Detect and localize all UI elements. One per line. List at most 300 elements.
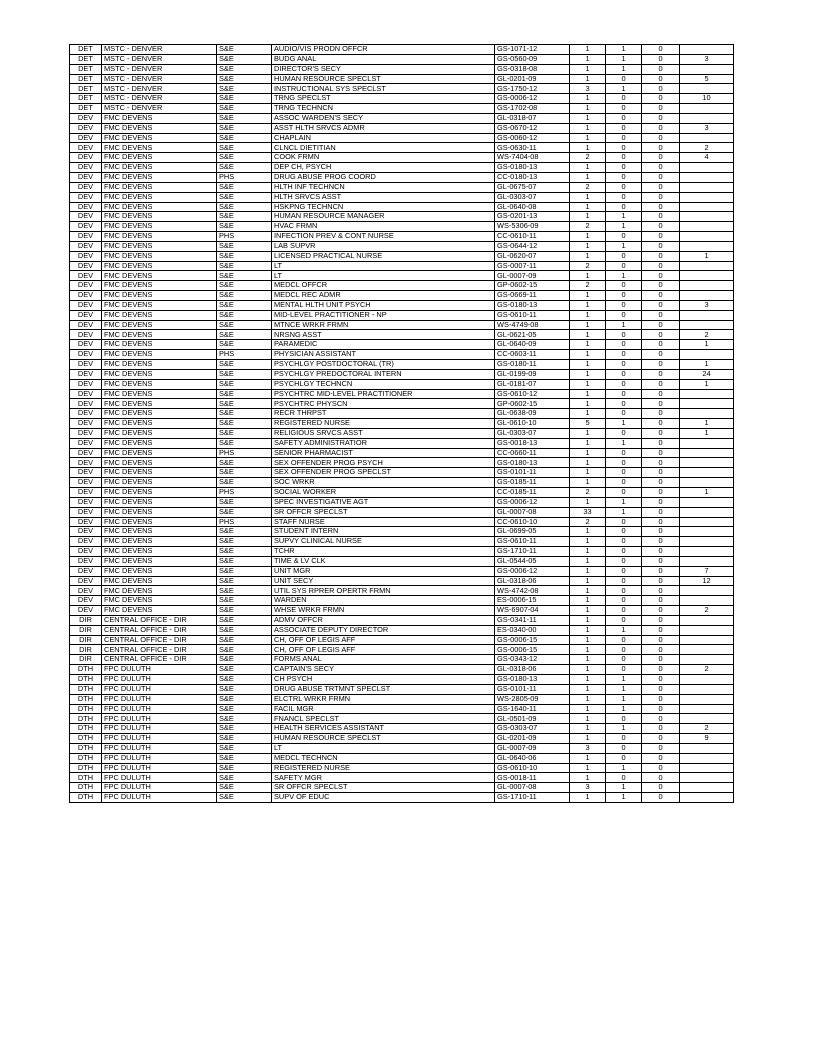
facility-cell: CENTRAL OFFICE - DIR (102, 655, 217, 665)
count-cell: 1 (570, 94, 606, 104)
code-cell: DEV (70, 527, 102, 537)
count-cell: 1 (570, 300, 606, 310)
facility-cell: FMC DEVENS (102, 163, 217, 173)
grade-cell: WS-4742-08 (495, 586, 570, 596)
zero-cell: 0 (642, 537, 680, 547)
facility-cell: FPC DULUTH (102, 753, 217, 763)
count-cell: 1 (570, 172, 606, 182)
vacant-cell: 0 (606, 192, 642, 202)
fund-cell: PHS (217, 448, 272, 458)
code-cell: DEV (70, 379, 102, 389)
code-cell: DTH (70, 684, 102, 694)
count-cell: 1 (570, 163, 606, 173)
fund-cell: S&E (217, 468, 272, 478)
grade-cell: GL-0620-07 (495, 251, 570, 261)
vacant-cell: 0 (606, 123, 642, 133)
grade-cell: GL-0318-07 (495, 113, 570, 123)
vacant-cell: 1 (606, 694, 642, 704)
title-cell: WARDEN (272, 596, 495, 606)
vacant-cell: 1 (606, 320, 642, 330)
count-cell: 1 (570, 694, 606, 704)
zero-cell: 0 (642, 330, 680, 340)
grade-cell: GS-0006-15 (495, 635, 570, 645)
fund-cell: S&E (217, 625, 272, 635)
count-cell: 3 (570, 743, 606, 753)
fund-cell: S&E (217, 714, 272, 724)
fund-cell: S&E (217, 655, 272, 665)
table-row (70, 684, 734, 694)
table-row (70, 566, 734, 576)
extra-cell (680, 163, 734, 173)
facility-cell: FPC DULUTH (102, 743, 217, 753)
extra-cell: 2 (680, 665, 734, 675)
facility-cell: FMC DEVENS (102, 369, 217, 379)
fund-cell: S&E (217, 84, 272, 94)
vacant-cell: 0 (606, 734, 642, 744)
zero-cell: 0 (642, 527, 680, 537)
extra-cell (680, 261, 734, 271)
vacant-cell: 1 (606, 625, 642, 635)
table-row (70, 74, 734, 84)
count-cell: 1 (570, 320, 606, 330)
title-cell: PSYCHLGY TECHNCN (272, 379, 495, 389)
extra-cell (680, 527, 734, 537)
zero-cell: 0 (642, 793, 680, 803)
facility-cell: CENTRAL OFFICE - DIR (102, 615, 217, 625)
fund-cell: S&E (217, 241, 272, 251)
fund-cell: S&E (217, 743, 272, 753)
extra-cell (680, 45, 734, 55)
code-cell: DIR (70, 635, 102, 645)
vacant-cell: 0 (606, 281, 642, 291)
extra-cell (680, 556, 734, 566)
extra-cell (680, 635, 734, 645)
zero-cell: 0 (642, 763, 680, 773)
facility-cell: FMC DEVENS (102, 261, 217, 271)
grade-cell: GS-1710-11 (495, 547, 570, 557)
vacant-cell: 0 (606, 172, 642, 182)
grade-cell: WS-5306-09 (495, 222, 570, 232)
code-cell: DEV (70, 497, 102, 507)
zero-cell: 0 (642, 143, 680, 153)
facility-cell: FMC DEVENS (102, 419, 217, 429)
facility-cell: FMC DEVENS (102, 606, 217, 616)
extra-cell (680, 684, 734, 694)
extra-cell (680, 694, 734, 704)
zero-cell: 0 (642, 547, 680, 557)
vacant-cell: 0 (606, 448, 642, 458)
count-cell: 1 (570, 212, 606, 222)
table-row (70, 291, 734, 301)
zero-cell: 0 (642, 645, 680, 655)
table-row (70, 409, 734, 419)
code-cell: DEV (70, 438, 102, 448)
title-cell: HLTH INF TECHNCN (272, 182, 495, 192)
table-row (70, 360, 734, 370)
facility-cell: FMC DEVENS (102, 497, 217, 507)
zero-cell: 0 (642, 163, 680, 173)
facility-cell: FMC DEVENS (102, 300, 217, 310)
extra-cell (680, 350, 734, 360)
table-row (70, 300, 734, 310)
code-cell: DEV (70, 320, 102, 330)
table-row (70, 645, 734, 655)
vacant-cell: 0 (606, 360, 642, 370)
extra-cell: 7 (680, 566, 734, 576)
vacant-cell: 0 (606, 566, 642, 576)
grade-cell: GS-0185-11 (495, 478, 570, 488)
facility-cell: FMC DEVENS (102, 192, 217, 202)
code-cell: DEV (70, 330, 102, 340)
facility-cell: FMC DEVENS (102, 291, 217, 301)
count-cell: 1 (570, 675, 606, 685)
zero-cell: 0 (642, 172, 680, 182)
facility-cell: FMC DEVENS (102, 330, 217, 340)
table-row (70, 507, 734, 517)
vacant-cell: 0 (606, 330, 642, 340)
extra-cell: 1 (680, 379, 734, 389)
extra-cell (680, 222, 734, 232)
fund-cell: S&E (217, 586, 272, 596)
facility-cell: MSTC - DENVER (102, 94, 217, 104)
table-row (70, 783, 734, 793)
grade-cell: GL-0638-09 (495, 409, 570, 419)
fund-cell: S&E (217, 556, 272, 566)
title-cell: PSYCHLGY PREDOCTORAL INTERN (272, 369, 495, 379)
count-cell: 1 (570, 438, 606, 448)
facility-cell: FMC DEVENS (102, 379, 217, 389)
facility-cell: FMC DEVENS (102, 537, 217, 547)
extra-cell (680, 773, 734, 783)
table-row (70, 94, 734, 104)
table-row (70, 123, 734, 133)
title-cell: PSYCHTRC PHYSCN (272, 399, 495, 409)
vacant-cell: 1 (606, 241, 642, 251)
facility-cell: FMC DEVENS (102, 468, 217, 478)
table-row (70, 172, 734, 182)
vacant-cell: 0 (606, 773, 642, 783)
fund-cell: S&E (217, 409, 272, 419)
facility-cell: FMC DEVENS (102, 438, 217, 448)
count-cell: 1 (570, 428, 606, 438)
grade-cell: GS-0007-11 (495, 261, 570, 271)
count-cell: 1 (570, 143, 606, 153)
code-cell: DEV (70, 547, 102, 557)
vacant-cell: 1 (606, 84, 642, 94)
zero-cell: 0 (642, 320, 680, 330)
table-row (70, 310, 734, 320)
extra-cell: 3 (680, 54, 734, 64)
zero-cell: 0 (642, 340, 680, 350)
code-cell: DEV (70, 487, 102, 497)
vacant-cell: 1 (606, 222, 642, 232)
code-cell: DET (70, 94, 102, 104)
zero-cell: 0 (642, 507, 680, 517)
zero-cell: 0 (642, 487, 680, 497)
extra-cell (680, 645, 734, 655)
vacant-cell: 0 (606, 379, 642, 389)
vacant-cell: 0 (606, 586, 642, 596)
grade-cell: GP-0602-15 (495, 281, 570, 291)
title-cell: NRSNG ASST (272, 330, 495, 340)
code-cell: DIR (70, 645, 102, 655)
fund-cell: S&E (217, 458, 272, 468)
vacant-cell: 0 (606, 291, 642, 301)
table-row (70, 84, 734, 94)
table-row (70, 192, 734, 202)
fund-cell: PHS (217, 487, 272, 497)
table-row (70, 133, 734, 143)
grade-cell: GS-0630-11 (495, 143, 570, 153)
table-row (70, 399, 734, 409)
extra-cell: 3 (680, 300, 734, 310)
extra-cell (680, 586, 734, 596)
zero-cell: 0 (642, 133, 680, 143)
extra-cell (680, 399, 734, 409)
extra-cell (680, 113, 734, 123)
code-cell: DEV (70, 123, 102, 133)
zero-cell: 0 (642, 684, 680, 694)
facility-cell: FPC DULUTH (102, 684, 217, 694)
grade-cell: GS-0006-15 (495, 645, 570, 655)
code-cell: DEV (70, 399, 102, 409)
facility-cell: FMC DEVENS (102, 458, 217, 468)
code-cell: DTH (70, 714, 102, 724)
title-cell: CH, OFF OF LEGIS AFF (272, 645, 495, 655)
extra-cell (680, 192, 734, 202)
count-cell: 1 (570, 586, 606, 596)
count-cell: 1 (570, 655, 606, 665)
title-cell: CH PSYCH (272, 675, 495, 685)
grade-cell: GL-0007-08 (495, 783, 570, 793)
count-cell: 1 (570, 64, 606, 74)
table-body (70, 45, 734, 803)
code-cell: DIR (70, 625, 102, 635)
grade-cell: GL-0501-09 (495, 714, 570, 724)
code-cell: DEV (70, 310, 102, 320)
extra-cell: 4 (680, 153, 734, 163)
fund-cell: S&E (217, 704, 272, 714)
vacant-cell: 0 (606, 232, 642, 242)
title-cell: MEDCL TECHNCN (272, 753, 495, 763)
extra-cell (680, 409, 734, 419)
zero-cell: 0 (642, 615, 680, 625)
grade-cell: GS-0101-11 (495, 468, 570, 478)
fund-cell: S&E (217, 615, 272, 625)
facility-cell: FPC DULUTH (102, 694, 217, 704)
fund-cell: S&E (217, 104, 272, 114)
table-row (70, 734, 734, 744)
fund-cell: S&E (217, 271, 272, 281)
extra-cell: 3 (680, 123, 734, 133)
facility-cell: CENTRAL OFFICE - DIR (102, 645, 217, 655)
count-cell: 2 (570, 261, 606, 271)
zero-cell: 0 (642, 704, 680, 714)
count-cell: 1 (570, 704, 606, 714)
vacant-cell: 0 (606, 340, 642, 350)
code-cell: DTH (70, 724, 102, 734)
code-cell: DEV (70, 478, 102, 488)
vacant-cell: 0 (606, 665, 642, 675)
fund-cell: S&E (217, 478, 272, 488)
code-cell: DEV (70, 172, 102, 182)
code-cell: DTH (70, 743, 102, 753)
extra-cell: 1 (680, 340, 734, 350)
count-cell: 1 (570, 192, 606, 202)
grade-cell: GL-0007-09 (495, 271, 570, 281)
count-cell: 1 (570, 123, 606, 133)
facility-cell: FMC DEVENS (102, 507, 217, 517)
fund-cell: S&E (217, 94, 272, 104)
zero-cell: 0 (642, 261, 680, 271)
fund-cell: S&E (217, 645, 272, 655)
count-cell: 2 (570, 153, 606, 163)
fund-cell: S&E (217, 222, 272, 232)
count-cell: 1 (570, 330, 606, 340)
grade-cell: GS-0341-11 (495, 615, 570, 625)
facility-cell: FMC DEVENS (102, 576, 217, 586)
table-row (70, 113, 734, 123)
extra-cell (680, 596, 734, 606)
facility-cell: FMC DEVENS (102, 586, 217, 596)
zero-cell: 0 (642, 222, 680, 232)
grade-cell: ES-0006-15 (495, 596, 570, 606)
fund-cell: PHS (217, 350, 272, 360)
grade-cell: WS-7404-08 (495, 153, 570, 163)
fund-cell: S&E (217, 54, 272, 64)
vacant-cell: 1 (606, 64, 642, 74)
extra-cell (680, 468, 734, 478)
code-cell: DTH (70, 665, 102, 675)
zero-cell: 0 (642, 734, 680, 744)
table-row (70, 104, 734, 114)
grade-cell: CC-0180-13 (495, 172, 570, 182)
vacant-cell: 1 (606, 497, 642, 507)
fund-cell: S&E (217, 182, 272, 192)
extra-cell (680, 172, 734, 182)
zero-cell: 0 (642, 428, 680, 438)
zero-cell: 0 (642, 192, 680, 202)
code-cell: DEV (70, 222, 102, 232)
grade-cell: GS-0560-09 (495, 54, 570, 64)
title-cell: LT (272, 271, 495, 281)
grade-cell: CC-0185-11 (495, 487, 570, 497)
count-cell: 1 (570, 251, 606, 261)
table-row (70, 379, 734, 389)
count-cell: 1 (570, 202, 606, 212)
grade-cell: GL-0303-07 (495, 428, 570, 438)
count-cell: 1 (570, 645, 606, 655)
fund-cell: S&E (217, 576, 272, 586)
fund-cell: S&E (217, 675, 272, 685)
vacant-cell: 0 (606, 399, 642, 409)
grade-cell: GS-1071-12 (495, 45, 570, 55)
code-cell: DEV (70, 369, 102, 379)
table-row (70, 714, 734, 724)
zero-cell: 0 (642, 497, 680, 507)
facility-cell: FPC DULUTH (102, 714, 217, 724)
title-cell: LT (272, 743, 495, 753)
code-cell: DEV (70, 350, 102, 360)
zero-cell: 0 (642, 419, 680, 429)
extra-cell (680, 497, 734, 507)
grade-cell: GL-0007-08 (495, 507, 570, 517)
extra-cell (680, 675, 734, 685)
fund-cell: S&E (217, 419, 272, 429)
title-cell: CAPTAIN'S SECY (272, 665, 495, 675)
code-cell: DEV (70, 232, 102, 242)
table-row (70, 468, 734, 478)
extra-cell (680, 133, 734, 143)
fund-cell: S&E (217, 133, 272, 143)
zero-cell: 0 (642, 202, 680, 212)
fund-cell: S&E (217, 192, 272, 202)
facility-cell: FPC DULUTH (102, 665, 217, 675)
facility-cell: FMC DEVENS (102, 478, 217, 488)
facility-cell: FMC DEVENS (102, 596, 217, 606)
count-cell: 1 (570, 340, 606, 350)
zero-cell: 0 (642, 675, 680, 685)
title-cell: CLNCL DIETITIAN (272, 143, 495, 153)
vacant-cell: 0 (606, 94, 642, 104)
vacant-cell: 0 (606, 310, 642, 320)
grade-cell: GL-0318-06 (495, 665, 570, 675)
extra-cell: 1 (680, 360, 734, 370)
title-cell: HEALTH SERVICES ASSISTANT (272, 724, 495, 734)
facility-cell: MSTC - DENVER (102, 45, 217, 55)
grade-cell: GS-0670-12 (495, 123, 570, 133)
extra-cell: 5 (680, 74, 734, 84)
extra-cell (680, 438, 734, 448)
table-row (70, 261, 734, 271)
code-cell: DTH (70, 793, 102, 803)
extra-cell: 2 (680, 724, 734, 734)
vacant-cell: 0 (606, 104, 642, 114)
extra-cell (680, 743, 734, 753)
code-cell: DTH (70, 704, 102, 714)
facility-cell: FMC DEVENS (102, 133, 217, 143)
table-row (70, 182, 734, 192)
title-cell: SEX OFFENDER PROG PSYCH (272, 458, 495, 468)
grade-cell: CC-0603-11 (495, 350, 570, 360)
fund-cell: S&E (217, 389, 272, 399)
code-cell: DET (70, 104, 102, 114)
facility-cell: FMC DEVENS (102, 222, 217, 232)
fund-cell: S&E (217, 428, 272, 438)
zero-cell: 0 (642, 350, 680, 360)
table-row (70, 763, 734, 773)
extra-cell (680, 320, 734, 330)
fund-cell: S&E (217, 310, 272, 320)
extra-cell (680, 704, 734, 714)
count-cell: 1 (570, 468, 606, 478)
extra-cell: 10 (680, 94, 734, 104)
count-cell: 1 (570, 527, 606, 537)
extra-cell (680, 763, 734, 773)
count-cell: 1 (570, 113, 606, 123)
extra-cell: 1 (680, 487, 734, 497)
title-cell: PSYCHLGY POSTDOCTORAL (TR) (272, 360, 495, 370)
title-cell: HLTH SRVCS ASST (272, 192, 495, 202)
table-row (70, 556, 734, 566)
table-row (70, 487, 734, 497)
facility-cell: FMC DEVENS (102, 241, 217, 251)
code-cell: DEV (70, 340, 102, 350)
table-row (70, 251, 734, 261)
zero-cell: 0 (642, 448, 680, 458)
grade-cell: GS-0610-11 (495, 537, 570, 547)
table-row (70, 537, 734, 547)
